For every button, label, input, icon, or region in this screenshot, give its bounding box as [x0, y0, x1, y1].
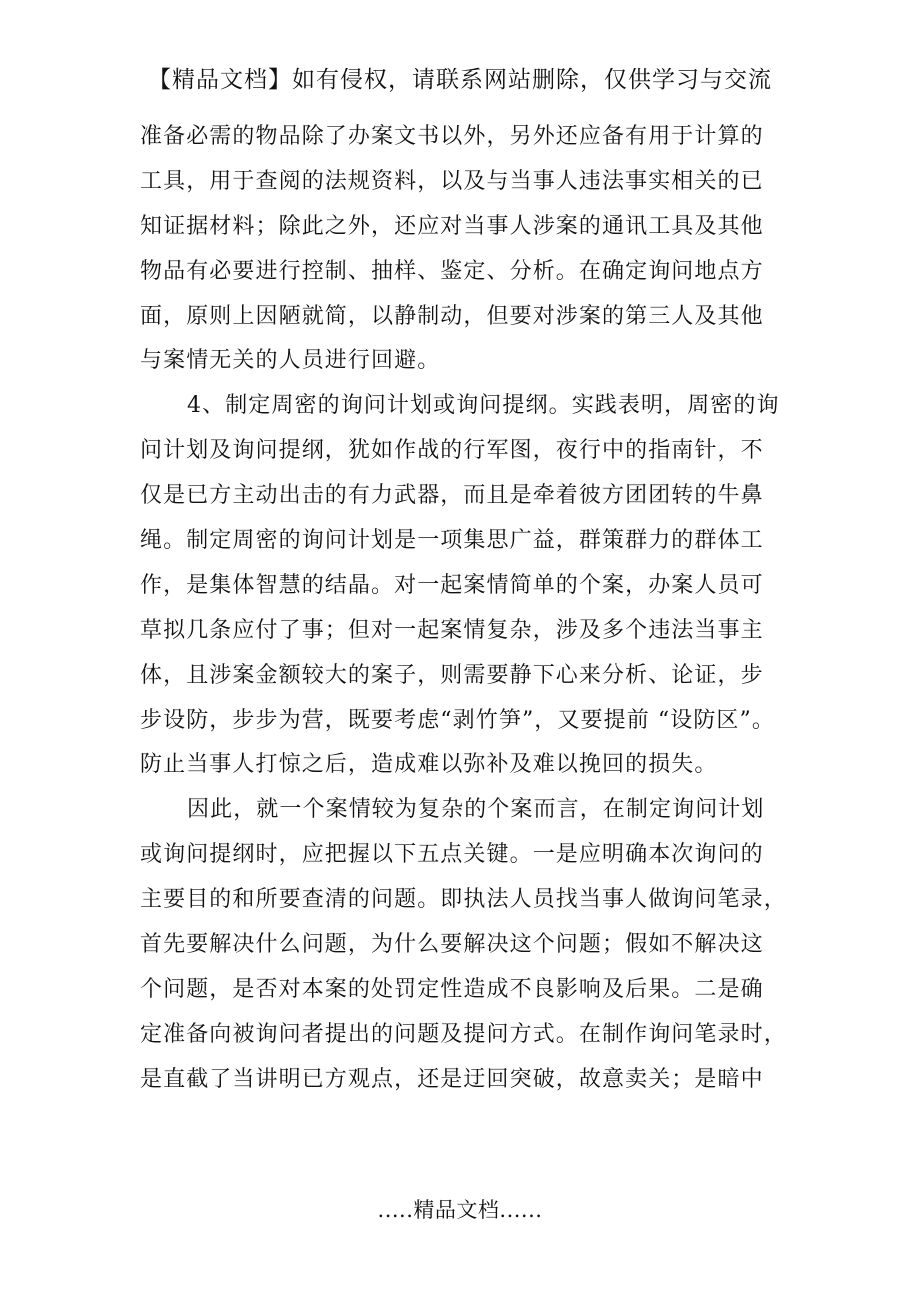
text-line: 问计划及询问提纲，犹如作战的行军图，夜行中的指南针，不: [140, 438, 764, 464]
text-line: 防止当事人打惊之后，造成难以弥补及难以挽回的损失。: [140, 752, 718, 778]
text-line: 仅是已方主动出击的有力武器，而且是牵着彼方团团转的牛鼻: [140, 483, 764, 509]
text-line: 知证据材料；除此之外，还应对当事人涉案的通讯工具及其他: [140, 213, 764, 239]
document-footer: .....精品文档......: [377, 1198, 543, 1222]
text-line: 绳。制定周密的询问计划是一项集思广益，群策群力的群体工: [140, 528, 764, 554]
text-line: 与案情无关的人员进行回避。: [140, 348, 441, 374]
text-line: 是直截了当讲明已方观点，还是迂回突破，故意卖关；是暗中: [140, 1066, 764, 1092]
text-line: 工具，用于查阅的法规资料，以及与当事人违法事实相关的已: [140, 168, 764, 194]
text-line: 定准备向被询问者提出的问题及提问方式。在制作询问笔录时，: [140, 1021, 787, 1047]
text-line: 物品有必要进行控制、抽样、鉴定、分析。在确定询问地点方: [140, 258, 764, 284]
document-body: [140, 115, 790, 1103]
text-line: 步设防，步步为营，既要考虑“剥竹笋”，又要提前 “设防区”。: [140, 707, 775, 733]
text-line: 准备必需的物品除了办案文书以外，另外还应备有用于计算的: [140, 124, 764, 149]
text-line: 首先要解决什么问题，为什么要解决这个问题；假如不解决这: [140, 932, 764, 958]
text-line: 面，原则上因陋就简，以静制动，但要对涉案的第三人及其他: [140, 303, 764, 329]
text-line: 个问题，是否对本案的处罚定性造成不良影响及后果。二是确: [140, 976, 764, 1002]
text-line: 主要目的和所要查清的问题。即执法人员找当事人做询问笔录，: [140, 887, 787, 913]
text-line: 作，是集体智慧的结晶。对一起案情简单的个案，办案人员可: [140, 572, 764, 598]
paragraph-start-line: 因此，就一个案情较为复杂的个案而言，在制定询问计划: [187, 797, 765, 823]
paragraph-start-line: 4、制定周密的询问计划或询问提纲。实践表明，周密的询: [187, 393, 780, 419]
text-line: 体，且涉案金额较大的案子，则需要静下心来分析、论证，步: [140, 662, 764, 688]
text-line: 或询问提纲时，应把握以下五点关键。一是应明确本次询问的: [140, 842, 764, 868]
text-line: 草拟几条应付了事；但对一起案情复杂，涉及多个违法当事主: [140, 617, 764, 643]
document-header: 【精品文档】如有侵权，请联系网站删除，仅供学习与交流: [148, 67, 772, 93]
